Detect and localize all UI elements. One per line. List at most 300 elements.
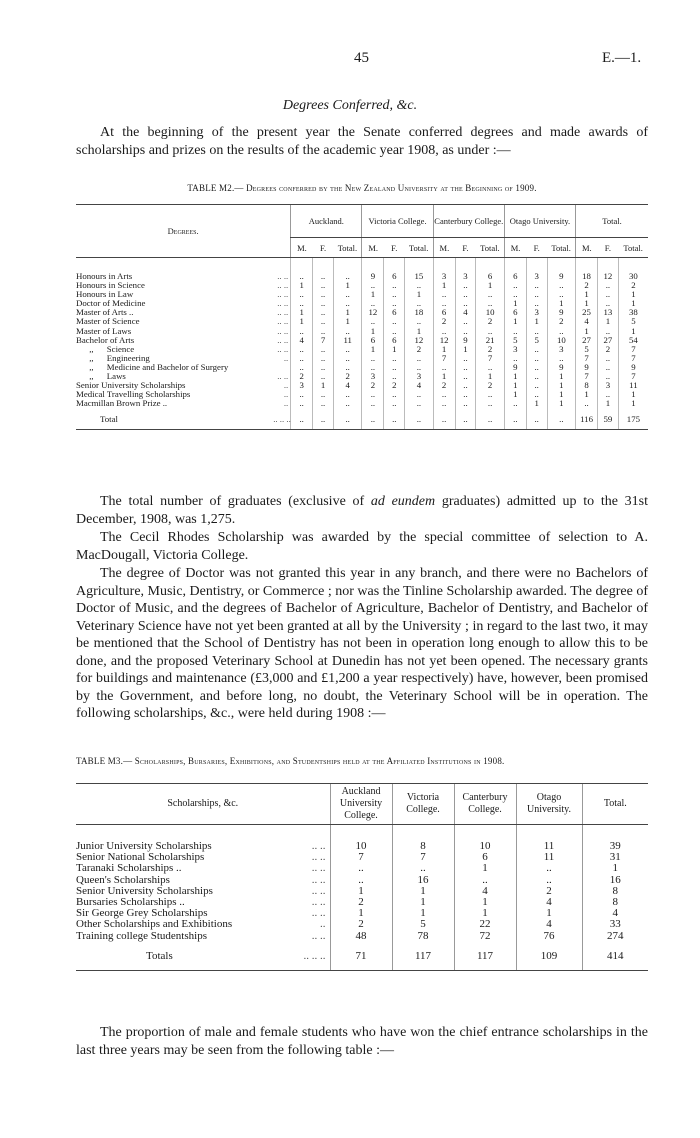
table-cell: 48 — [330, 931, 392, 942]
table-cell: 1 — [547, 399, 575, 408]
table-cell: .. — [455, 390, 476, 399]
row-label: Senior National Scholarships — [76, 851, 205, 864]
table-cell: .. — [516, 875, 582, 886]
table-row — [76, 863, 648, 874]
table-cell: 27 — [597, 336, 618, 345]
table-cell: 1 — [618, 299, 648, 308]
table-cell: .. — [504, 399, 526, 408]
table-cell: 1 — [362, 345, 384, 354]
col-group-auckland: Auckland. — [291, 205, 362, 238]
section-title: Degrees Conferred, &c. — [282, 98, 418, 113]
table-cell: .. — [384, 399, 405, 408]
doctor-paragraph: The degree of Doctor was not granted this year in any branch, and there were no Bachelors of Agriculture, Music, Dentistry, or Commerce ; nor was the Tinline Scholarship awarded. The degree of Doctor of Music, and the degrees of Bachelor of Agriculture, Bachelor of Dentistry, and Bachelor of Veterinary Science have not yet been granted at all by the University ; in regard to the last two, it may be mentioned that the School of Dentistry has not been in operation long enough to allow this to be done, and the proposed Veterinary School at Dunedin has not yet been opened. The necessary grants for buildings and maintenance (£3,000 and £1,200 a year respectively) have, however, been promised by the Government, and before long, no doubt, the Veterinary School will be in operation. The following scholarships, &c., were held during 1908 :— — [76, 566, 648, 721]
row-leader: .. .. — [277, 325, 289, 336]
table-cell: .. — [392, 863, 454, 874]
row-leader: .. .. — [311, 862, 326, 875]
table-cell: .. — [455, 281, 476, 290]
m3-header-auckland: Auckland University College. — [330, 784, 392, 825]
table-cell: .. — [526, 372, 547, 381]
table-cell: 4 — [405, 381, 434, 390]
table-cell: .. — [526, 363, 547, 372]
table-cell: 8 — [582, 886, 648, 897]
table-cell: 3 — [526, 258, 547, 282]
table-cell: 1 — [455, 345, 476, 354]
table-total-row — [76, 942, 648, 971]
table-cell: 4 — [576, 317, 598, 326]
row-label: Sir George Grey Scholarships — [76, 907, 208, 920]
row-leader: .. — [283, 352, 289, 363]
table-cell: 4 — [516, 897, 582, 908]
table-cell: .. — [291, 290, 313, 299]
table-cell: 9 — [504, 363, 526, 372]
table-cell: .. — [333, 299, 362, 308]
table-cell: 9 — [547, 363, 575, 372]
table-cell: 2 — [547, 317, 575, 326]
m2-subheader: Total. — [405, 238, 434, 258]
table-cell: 6 — [476, 258, 504, 282]
table-cell: 4 — [333, 381, 362, 390]
m2-subheader: M. — [291, 238, 313, 258]
table-cell: .. — [405, 299, 434, 308]
table-cell: .. — [526, 345, 547, 354]
col-group-otago: Otago University. — [504, 205, 575, 238]
table-cell: .. — [433, 408, 455, 429]
table-cell: .. — [291, 354, 313, 363]
table-cell: 6 — [384, 336, 405, 345]
table-cell: .. — [504, 281, 526, 290]
table-cell: 1 — [291, 317, 313, 326]
table-cell: .. — [455, 399, 476, 408]
table-cell: .. — [405, 281, 434, 290]
table-cell: 39 — [582, 825, 648, 853]
table-cell: 175 — [618, 408, 648, 429]
table-cell: .. — [433, 363, 455, 372]
table-cell: 12 — [597, 258, 618, 282]
table-cell: 6 — [504, 308, 526, 317]
m2-subheader: F. — [455, 238, 476, 258]
table-cell: 10 — [476, 308, 504, 317]
table-cell: 38 — [618, 308, 648, 317]
table-cell: 1 — [504, 390, 526, 399]
table-cell: 3 — [433, 258, 455, 282]
row-leader: .. .. — [311, 851, 326, 864]
table-cell: 1 — [618, 290, 648, 299]
row-leader: .. .. .. — [273, 408, 291, 429]
table-cell: .. — [547, 327, 575, 336]
table-cell: 10 — [330, 825, 392, 853]
table-cell: .. — [433, 399, 455, 408]
row-leader: .. .. — [277, 289, 289, 300]
table-cell: .. — [504, 408, 526, 429]
table-cell: .. — [476, 299, 504, 308]
table-cell: .. — [476, 290, 504, 299]
table-cell: .. — [291, 327, 313, 336]
table-cell: 1 — [576, 290, 598, 299]
table-cell: .. — [291, 399, 313, 408]
row-leader: .. .. — [277, 316, 289, 327]
row-leader: .. .. — [311, 840, 326, 852]
row-label: Master of Laws — [76, 326, 132, 336]
table-cell: .. — [455, 327, 476, 336]
table-cell: 5 — [504, 336, 526, 345]
table-cell: .. — [291, 363, 313, 372]
table-cell: .. — [455, 290, 476, 299]
table-cell: 1 — [454, 863, 516, 874]
table-cell: 2 — [405, 345, 434, 354]
table-cell: 1 — [433, 372, 455, 381]
table-cell: .. — [597, 327, 618, 336]
row-leader: .. .. — [311, 873, 326, 886]
table-cell: 4 — [291, 336, 313, 345]
table-cell: 21 — [476, 336, 504, 345]
table-cell: 16 — [392, 875, 454, 886]
row-label: Totals — [76, 942, 272, 971]
table-cell: .. — [333, 345, 362, 354]
row-label: Honours in Law — [76, 290, 134, 300]
table-cell: .. — [526, 354, 547, 363]
table-cell: .. — [526, 381, 547, 390]
table-cell: 1 — [597, 399, 618, 408]
table-cell: .. — [384, 327, 405, 336]
table-cell: .. — [405, 317, 434, 326]
table-cell: 116 — [576, 408, 598, 429]
table-cell: .. — [547, 354, 575, 363]
table-cell: .. — [455, 299, 476, 308]
m2-subheader: F. — [313, 238, 334, 258]
table-cell: .. — [333, 258, 362, 282]
table-cell: 12 — [405, 336, 434, 345]
table-cell: 1 — [504, 317, 526, 326]
table-m2-caption: TABLE M2.— Degrees conferred by the New Zealand University at the Beginning of 1909. — [187, 183, 537, 193]
table-cell: .. — [362, 281, 384, 290]
row-label: Bursaries Scholarships .. — [76, 896, 185, 909]
table-cell: .. — [597, 281, 618, 290]
table-cell: 117 — [392, 942, 454, 971]
table-cell: .. — [547, 281, 575, 290]
table-cell: 71 — [330, 942, 392, 971]
table-cell: 4 — [454, 886, 516, 897]
table-cell: 4 — [516, 919, 582, 930]
table-cell: .. — [333, 390, 362, 399]
table-cell: 414 — [582, 942, 648, 971]
table-cell: 6 — [504, 258, 526, 282]
rhodes-paragraph: The Cecil Rhodes Scholarship was awarded by the special committee of selection to A. MacDougall, Victoria College. — [76, 530, 648, 563]
table-cell: 2 — [291, 372, 313, 381]
table-cell: .. — [313, 290, 334, 299]
m2-subheader: Total. — [476, 238, 504, 258]
proportion-paragraph: The proportion of male and female students who have won the chief entrance scholarships in the last three years may be seen from the following table :— — [76, 1025, 648, 1058]
table-cell: .. — [384, 299, 405, 308]
table-cell: 9 — [547, 308, 575, 317]
col-group-canterbury: Canterbury College. — [433, 205, 504, 238]
table-cell: 1 — [476, 372, 504, 381]
table-cell: 1 — [547, 372, 575, 381]
col-group-total: Total. — [576, 205, 648, 238]
table-cell: 1 — [576, 390, 598, 399]
table-cell: .. — [526, 290, 547, 299]
table-cell: 1 — [618, 399, 648, 408]
table-cell: 1 — [576, 299, 598, 308]
row-label: Queen's Scholarships — [76, 873, 170, 886]
degrees-column-header: Degrees. — [76, 205, 291, 258]
table-cell: 1 — [291, 308, 313, 317]
table-cell: .. — [362, 354, 384, 363]
table-cell: 3 — [291, 381, 313, 390]
table-cell: 1 — [526, 399, 547, 408]
table-cell: 11 — [516, 852, 582, 863]
table-cell: .. — [504, 290, 526, 299]
m2-subheader: F. — [526, 238, 547, 258]
table-cell: 1 — [597, 317, 618, 326]
table-cell: .. — [362, 390, 384, 399]
table-cell: 2 — [476, 381, 504, 390]
row-label: Honours in Arts — [76, 271, 133, 281]
table-cell: 6 — [384, 258, 405, 282]
table-cell: 1 — [433, 345, 455, 354]
m2-subheader: M. — [504, 238, 526, 258]
table-cell: .. — [384, 290, 405, 299]
table-cell: .. — [455, 381, 476, 390]
table-cell: .. — [405, 399, 434, 408]
table-cell: .. — [476, 363, 504, 372]
row-label: ,, Engineering — [76, 353, 150, 363]
table-cell: .. — [526, 299, 547, 308]
row-leader: .. .. — [311, 907, 326, 920]
table-cell: 1 — [476, 281, 504, 290]
table-cell: .. — [330, 863, 392, 874]
table-cell: .. — [384, 390, 405, 399]
table-cell: .. — [313, 363, 334, 372]
table-cell: 1 — [333, 281, 362, 290]
table-cell: 1 — [392, 886, 454, 897]
table-cell: .. — [433, 390, 455, 399]
table-cell: 1 — [333, 317, 362, 326]
table-cell: 3 — [526, 308, 547, 317]
table-m3-scholarships — [76, 783, 648, 971]
table-cell: 10 — [547, 336, 575, 345]
table-cell: 31 — [582, 852, 648, 863]
row-label: Taranaki Scholarships .. — [76, 862, 182, 875]
document-reference: E.—1. — [602, 50, 642, 66]
table-cell: .. — [291, 408, 313, 429]
table-cell: 30 — [618, 258, 648, 282]
row-leader: .. .. — [277, 307, 289, 318]
table-cell: 8 — [392, 825, 454, 853]
table-cell: .. — [597, 290, 618, 299]
table-cell: 1 — [433, 281, 455, 290]
table-cell: .. — [516, 863, 582, 874]
table-cell: 9 — [618, 363, 648, 372]
table-cell: .. — [384, 372, 405, 381]
table-cell: 2 — [330, 897, 392, 908]
table-cell: .. — [405, 408, 434, 429]
table-cell: .. — [405, 363, 434, 372]
table-cell: .. — [455, 408, 476, 429]
table-cell: 2 — [433, 317, 455, 326]
row-label: ,, Laws — [76, 372, 126, 382]
table-cell: 1 — [362, 327, 384, 336]
row-leader: .. .. — [277, 371, 289, 382]
table-cell: .. — [330, 875, 392, 886]
table-cell: 1 — [392, 897, 454, 908]
table-cell: 25 — [576, 308, 598, 317]
table-cell: 3 — [362, 372, 384, 381]
table-cell: 13 — [597, 308, 618, 317]
table-cell: .. — [597, 363, 618, 372]
m2-subheader: M. — [433, 238, 455, 258]
table-cell: 11 — [618, 381, 648, 390]
row-leader: .. .. — [277, 343, 289, 354]
table-cell: .. — [291, 345, 313, 354]
table-cell: 1 — [454, 897, 516, 908]
row-label: Honours in Science — [76, 281, 145, 291]
table-cell: .. — [433, 299, 455, 308]
table-cell: .. — [313, 299, 334, 308]
table-cell: .. — [597, 299, 618, 308]
m3-header-canterbury: Canterbury College. — [454, 784, 516, 825]
table-cell: .. — [547, 408, 575, 429]
row-label: Senior University Scholarships — [76, 884, 213, 897]
col-group-victoria: Victoria College. — [362, 205, 433, 238]
table-cell: 1 — [313, 381, 334, 390]
m2-subheader: F. — [597, 238, 618, 258]
table-cell: .. — [384, 408, 405, 429]
table-total-row — [76, 408, 648, 429]
table-cell: .. — [362, 317, 384, 326]
table-row — [76, 825, 648, 853]
table-cell: 2 — [384, 381, 405, 390]
table-cell: .. — [291, 299, 313, 308]
table-cell: .. — [433, 290, 455, 299]
scholarships-column-header: Scholarships, &c. — [76, 784, 330, 825]
table-cell: 7 — [392, 852, 454, 863]
row-label: Macmillan Brown Prize .. — [76, 399, 168, 409]
table-cell: 3 — [547, 345, 575, 354]
table-cell: 7 — [576, 354, 598, 363]
table-cell: 2 — [576, 281, 598, 290]
table-cell: .. — [476, 408, 504, 429]
table-cell: 109 — [516, 942, 582, 971]
table-cell: 1 — [582, 863, 648, 874]
row-leader: .. — [283, 380, 289, 391]
table-cell: .. — [405, 354, 434, 363]
table-cell: 8 — [582, 897, 648, 908]
table-cell: 1 — [547, 381, 575, 390]
table-cell: .. — [384, 363, 405, 372]
table-cell: 22 — [454, 919, 516, 930]
table-cell: .. — [526, 408, 547, 429]
table-cell: 33 — [582, 919, 648, 930]
row-label: Other Scholarships and Exhibitions — [76, 918, 233, 931]
table-cell: 2 — [333, 372, 362, 381]
m2-subheader: F. — [384, 238, 405, 258]
m2-subheader: Total. — [547, 238, 575, 258]
table-cell: .. — [405, 390, 434, 399]
table-cell: 1 — [618, 390, 648, 399]
table-cell: 11 — [333, 336, 362, 345]
table-cell: .. — [333, 354, 362, 363]
m2-subheader: Total. — [333, 238, 362, 258]
table-cell: .. — [384, 317, 405, 326]
table-cell: 6 — [433, 308, 455, 317]
table-cell: .. — [362, 408, 384, 429]
table-cell: 54 — [618, 336, 648, 345]
table-cell: 3 — [405, 372, 434, 381]
table-cell: 1 — [291, 281, 313, 290]
table-cell: 9 — [455, 336, 476, 345]
row-leader: .. .. .. — [272, 942, 330, 971]
table-row — [76, 919, 648, 930]
table-cell: .. — [526, 281, 547, 290]
table-cell: 1 — [392, 908, 454, 919]
table-cell: .. — [362, 299, 384, 308]
table-cell: .. — [291, 390, 313, 399]
table-cell: .. — [333, 327, 362, 336]
table-cell: .. — [455, 363, 476, 372]
table-cell: .. — [313, 399, 334, 408]
table-cell: 10 — [454, 825, 516, 853]
row-label: Bachelor of Arts — [76, 335, 135, 345]
table-cell: 3 — [455, 258, 476, 282]
m2-subheader: M. — [576, 238, 598, 258]
m2-subheader: M. — [362, 238, 384, 258]
table-cell: 1 — [405, 290, 434, 299]
table-cell: 16 — [582, 875, 648, 886]
row-label: Total — [76, 408, 273, 429]
table-cell: 76 — [516, 931, 582, 942]
table-cell: 11 — [516, 825, 582, 853]
table-cell: .. — [313, 308, 334, 317]
table-cell: 8 — [576, 381, 598, 390]
table-cell: 5 — [618, 317, 648, 326]
table-cell: .. — [313, 281, 334, 290]
table-cell: .. — [597, 390, 618, 399]
table-cell: 2 — [516, 886, 582, 897]
table-cell: 1 — [516, 908, 582, 919]
table-cell: 1 — [504, 372, 526, 381]
table-cell: 4 — [582, 908, 648, 919]
table-cell: .. — [433, 327, 455, 336]
table-cell: .. — [362, 363, 384, 372]
table-cell: 1 — [330, 886, 392, 897]
table-cell: .. — [333, 408, 362, 429]
table-cell: 6 — [454, 852, 516, 863]
table-cell: .. — [455, 317, 476, 326]
table-cell: 7 — [330, 852, 392, 863]
row-label: Master of Arts .. — [76, 308, 134, 318]
table-cell: 1 — [618, 327, 648, 336]
table-cell: 12 — [433, 336, 455, 345]
row-leader: .. .. — [311, 896, 326, 909]
table-cell: 15 — [405, 258, 434, 282]
table-cell: .. — [476, 327, 504, 336]
row-leader: .. — [283, 389, 289, 400]
table-cell: .. — [504, 354, 526, 363]
table-cell: 12 — [362, 308, 384, 317]
table-cell: 2 — [618, 281, 648, 290]
table-cell: 1 — [547, 390, 575, 399]
table-cell: 1 — [405, 327, 434, 336]
table-cell: .. — [313, 354, 334, 363]
table-cell: 274 — [582, 931, 648, 942]
table-cell: 1 — [333, 308, 362, 317]
table-m3-caption: TABLE M3.— Scholarships, Bursaries, Exhibitions, and Studentships held at the Affiliated Institutions in 1908. — [76, 756, 505, 766]
m3-header-victoria: Victoria College. — [392, 784, 454, 825]
table-cell: .. — [547, 290, 575, 299]
table-cell: .. — [476, 399, 504, 408]
table-cell: 2 — [433, 381, 455, 390]
table-cell: 1 — [454, 908, 516, 919]
